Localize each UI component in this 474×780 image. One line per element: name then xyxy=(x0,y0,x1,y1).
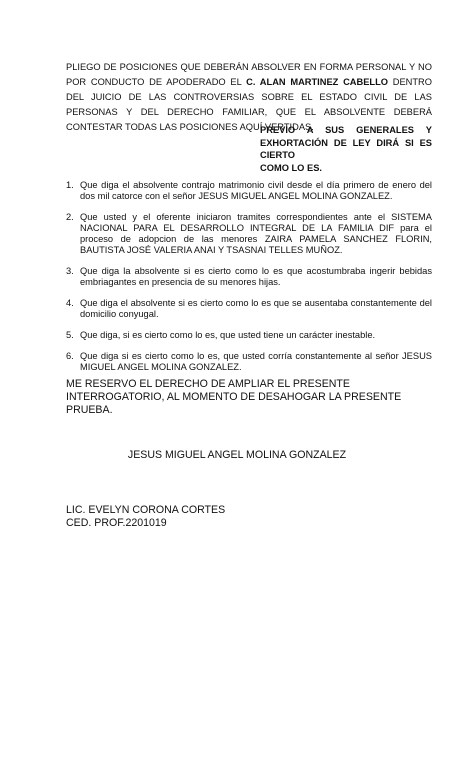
position-item xyxy=(66,212,432,256)
lawyer-license: CED. PROF.2201019 xyxy=(66,517,167,529)
intro-text-before: PLIEGO DE POSICIONES QUE DEBERÁN ABSOLVER EN FORMA PERSONAL Y NO POR CONDUCTO DE APODERADO EL xyxy=(66,62,432,87)
position-number: 5. xyxy=(66,330,74,340)
position-number: 6. xyxy=(66,351,74,361)
position-item xyxy=(66,330,432,341)
position-number: 1. xyxy=(66,180,74,190)
lawyer-block xyxy=(66,504,225,530)
position-text: Que diga la absolvente si es cierto como lo es que acostumbraba ingerir bebidas embriagantes en presencia de su menores hijas. xyxy=(80,266,432,287)
position-item xyxy=(66,180,432,202)
position-item xyxy=(66,351,432,373)
position-number: 4. xyxy=(66,298,74,308)
signature-name: JESUS MIGUEL ANGEL MOLINA GONZALEZ xyxy=(127,449,347,461)
intro-text-bold: C. ALAN MARTINEZ CABELLO xyxy=(246,77,389,87)
position-number: 3. xyxy=(66,266,74,276)
previo-line-2: COMO LO ES. xyxy=(260,162,322,173)
lawyer-name: LIC. EVELYN CORONA CORTES xyxy=(66,504,226,516)
position-text: Que diga el absolvente contrajo matrimonio civil desde el día primero de enero del dos mil catorce con el señor JESUS MIGUEL ANGEL MOLINA GONZALEZ. xyxy=(80,180,432,201)
previo-block xyxy=(260,124,432,174)
positions-list xyxy=(66,180,432,373)
position-item xyxy=(66,298,432,320)
position-text: Que diga el absolvente si es cierto como lo es que se ausentaba constantemente del domicilio conyugal. xyxy=(80,298,432,319)
intro-text-after: DENTRO DEL JUICIO DE LAS CONTROVERSIAS SOBRE EL ESTADO CIVIL DE LAS PERSONAS Y DEL DERECHO FAMILIAR, QUE EL ABSOLVENTE DEBERÁ CONTESTAR TODAS LAS POSICIONES AQUÍ VERTIDAS. xyxy=(66,77,432,132)
position-text: Que usted y el oferente iniciaron tramites correspondientes ante el SISTEMA NACIONAL PARA EL DESARROLLO INTEGRAL DE LA FAMILIA DIF para el proceso de adopcion de las menores ZAIRA PAMELA SANCHEZ FLORIN, BAUTISTA JOSÉ VALERIA ANAI Y TSASNAI TELLES MUÑOZ. xyxy=(80,212,432,255)
position-text: Que diga si es cierto como lo es, que usted corría constantemente al señor JESUS MIGUEL ANGEL MOLINA GONZALEZ. xyxy=(80,351,432,372)
reserve-statement: ME RESERVO EL DERECHO DE AMPLIAR EL PRESENTE INTERROGATORIO, AL MOMENTO DE DESAHOGAR LA PRESENTE PRUEBA. xyxy=(66,378,402,416)
position-item xyxy=(66,266,432,288)
position-text: Que diga, si es cierto como lo es, que usted tiene un carácter inestable. xyxy=(80,330,376,340)
position-number: 2. xyxy=(66,212,74,222)
previo-line-1: PREVIO A SUS GENERALES Y EXHORTACIÓN DE LEY DIRÁ SI ES CIERTO xyxy=(260,125,432,160)
